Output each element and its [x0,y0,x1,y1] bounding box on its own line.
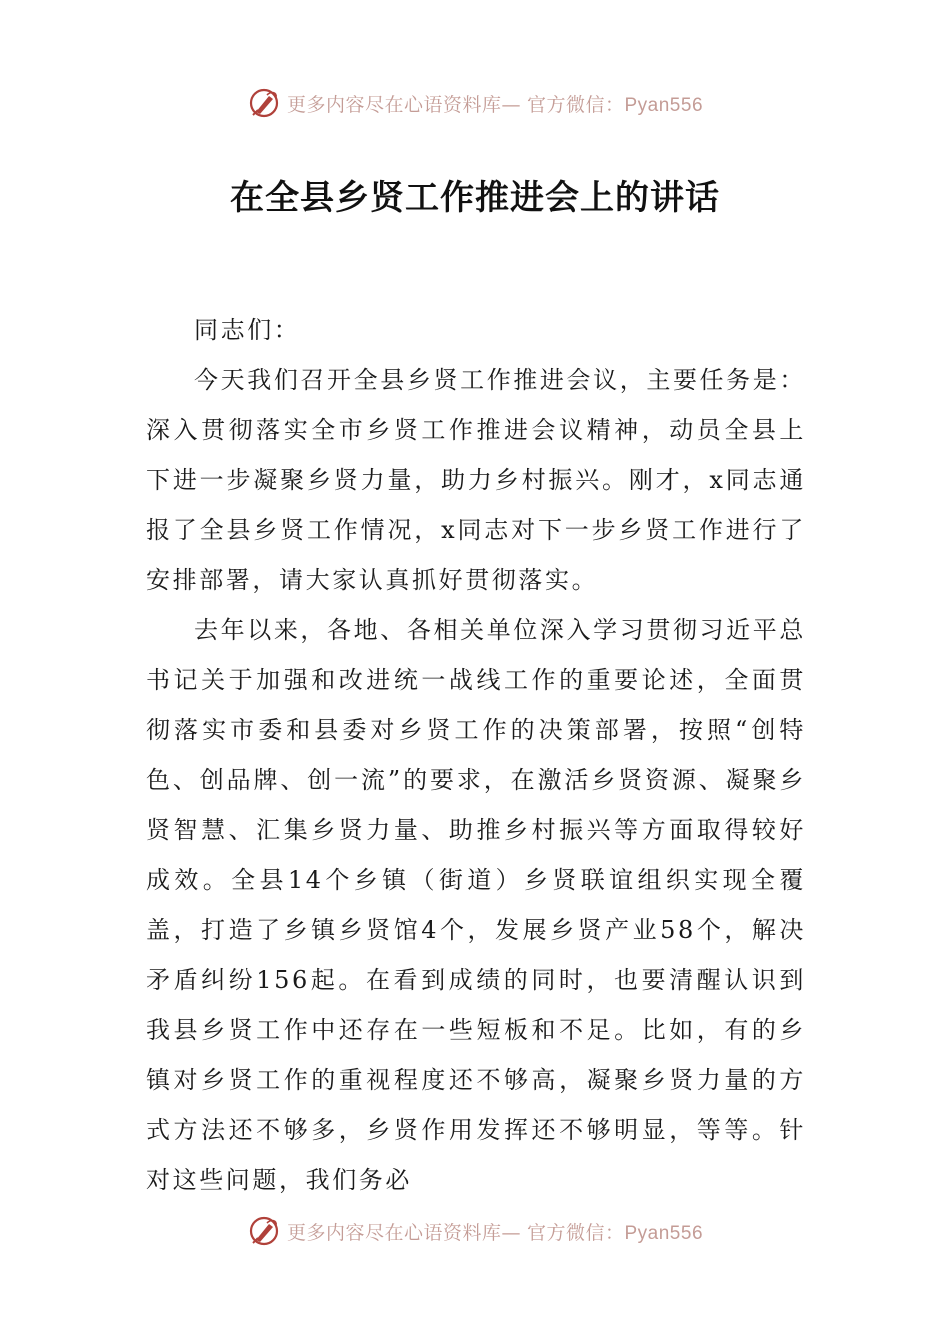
header-watermark [0,86,950,120]
footer-watermark [0,1214,950,1248]
watermark-wechat: 官方微信：Pyan556 [527,94,704,116]
document-body [146,305,806,1205]
watermark-wechat: 官方微信：Pyan556 [527,1222,704,1244]
paragraph: 今天我们召开全县乡贤工作推进会议，主要任务是：深入贯彻落实全市乡贤工作推进会议精神，动员全县上下进一步凝聚乡贤力量，助力乡村振兴。刚才，x同志通报了全县乡贤工作情况，x同志对下一步乡贤工作进行了安排部署，请大家认真抓好贯彻落实。 [146,366,806,594]
greeting: 同志们： [194,316,301,344]
watermark-text: 更多内容尽在心语资料库— [286,1221,521,1244]
paragraph: 去年以来，各地、各相关单位深入学习贯彻习近平总书记关于加强和改进统一战线工作的重要论述，全面贯彻落实市委和县委对乡贤工作的决策部署，按照“创特色、创品牌、创一流”的要求，在激活乡贤资源、凝聚乡贤智慧、汇集乡贤力量、助推乡村振兴等方面取得较好成效。全县14个乡镇（街道）乡贤联谊组织实现全覆盖，打造了乡镇乡贤馆4个，发展乡贤产业58个，解决矛盾纠纷156起。在看到成绩的同时，也要清醒认识到我县乡贤工作中还存在一些短板和不足。比如，有的乡镇对乡贤工作的重视程度还不够高，凝聚乡贤力量的方式方法还不够多，乡贤作用发挥还不够明显，等等。针对这些问题，我们务必 [146,616,806,1194]
pen-nib-logo-icon [247,86,281,120]
page-title: 在全县乡贤工作推进会上的讲话 [230,178,720,218]
pen-nib-logo-icon [247,1214,281,1248]
watermark-text: 更多内容尽在心语资料库— [286,93,521,116]
